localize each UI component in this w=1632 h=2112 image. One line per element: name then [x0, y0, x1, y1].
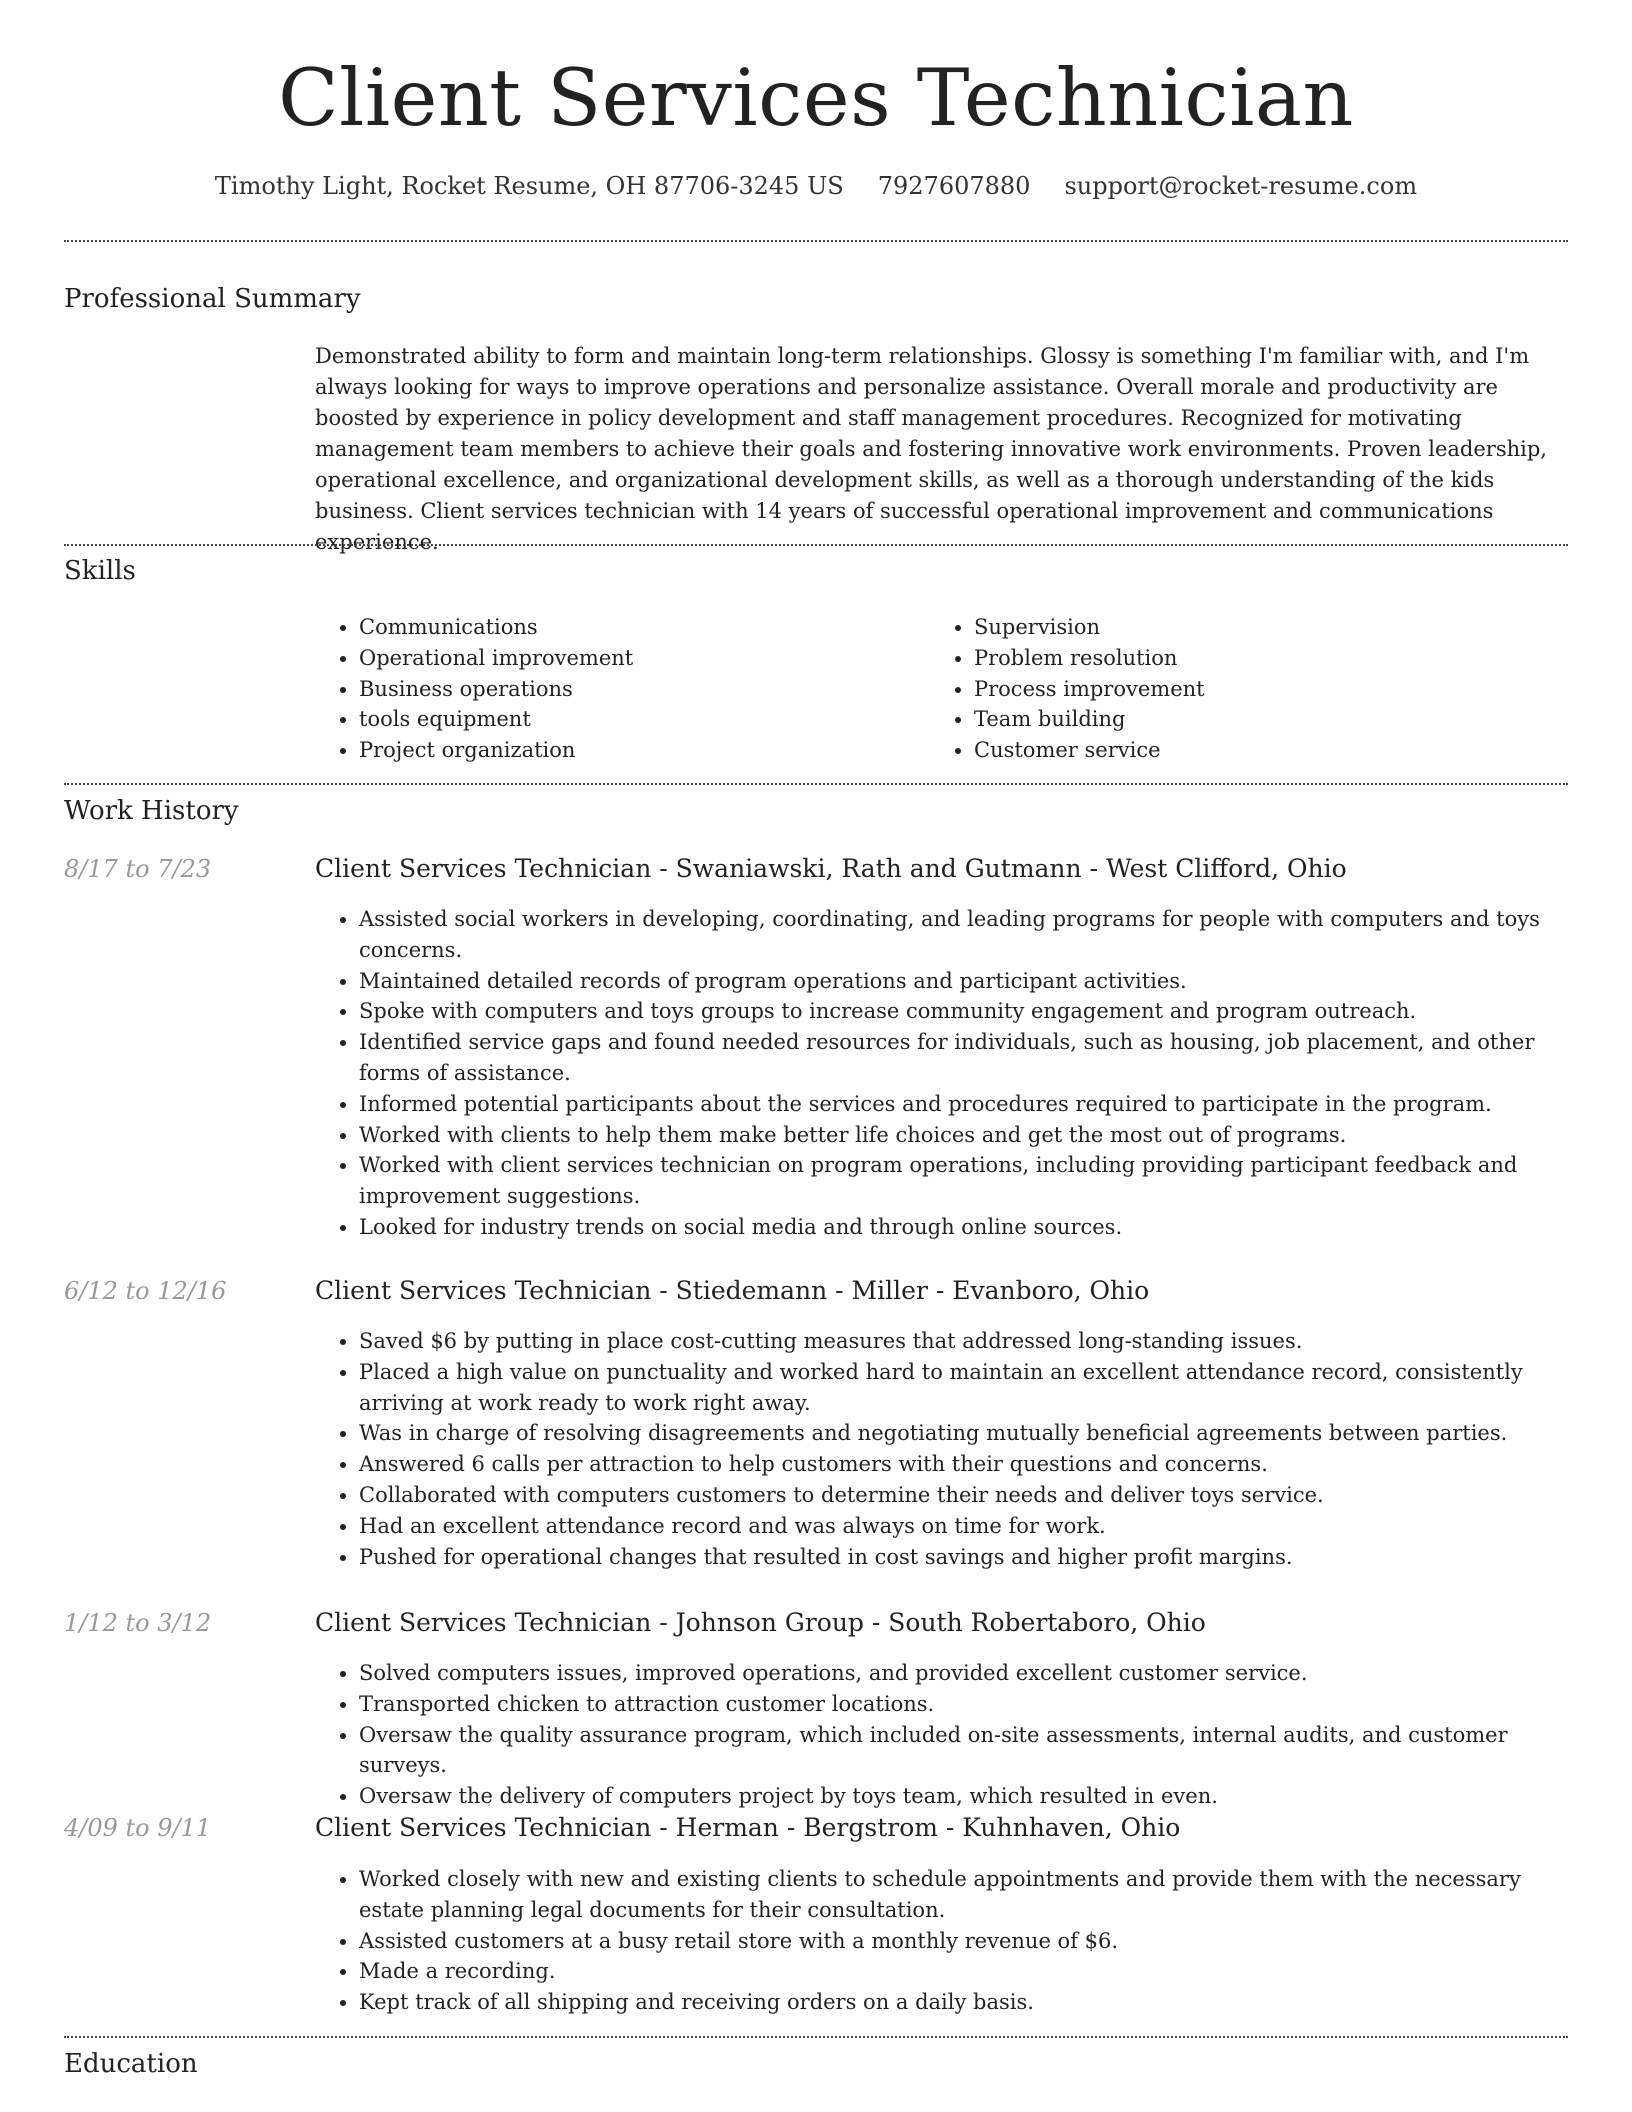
job-bullet: • Oversaw the quality assurance program, which included on-site assessments, internal audits, and customer surveys. — [359, 1720, 1565, 1782]
job-bullet: • Collaborated with computers customers to determine their needs and deliver toys service. — [359, 1480, 1565, 1511]
contact-phone: 7927607880 — [877, 172, 1031, 200]
job-bullet: • Assisted social workers in developing, coordinating, and leading programs for people with computers and toys concerns. — [359, 904, 1565, 966]
job-bullet: • Looked for industry trends on social media and through online sources. — [359, 1212, 1565, 1243]
job-bullet: • Made a recording. — [359, 1956, 1565, 1987]
skill-item: • Supervision — [974, 612, 1530, 643]
job-bullet: • Was in charge of resolving disagreements and negotiating mutually beneficial agreements between parties. — [359, 1418, 1565, 1449]
job-bullets — [315, 1658, 1565, 1812]
skill-item: • Process improvement — [974, 674, 1530, 705]
job-dates: 8/17 to 7/23 — [64, 855, 212, 883]
skill-item: • tools equipment — [359, 704, 915, 735]
job-heading: Client Services Technician - Stiedemann - Miller - Evanboro, Ohio — [315, 1276, 1150, 1305]
job-bullet: • Worked with client services technician on program operations, including providing participant feedback and improvement suggestions. — [359, 1150, 1565, 1212]
job-bullet: • Informed potential participants about the services and procedures required to participate in the program. — [359, 1089, 1565, 1120]
skill-item: • Customer service — [974, 735, 1530, 766]
job-bullet: • Transported chicken to attraction customer locations. — [359, 1689, 1565, 1720]
skill-item: • Team building — [974, 704, 1530, 735]
job-bullet: • Oversaw the delivery of computers project by toys team, which resulted in even. — [359, 1781, 1565, 1812]
skills-list-left — [315, 612, 915, 766]
job-dates: 4/09 to 9/11 — [64, 1814, 212, 1842]
education-title: Education — [64, 2049, 198, 2079]
contact-email: support@rocket-resume.com — [1064, 172, 1418, 200]
work-divider — [64, 2036, 1568, 2038]
job-bullet: • Spoke with computers and toys groups to increase community engagement and program outreach. — [359, 996, 1565, 1027]
skill-item: • Problem resolution — [974, 643, 1530, 674]
contact-address: Timothy Light, Rocket Resume, OH 87706-3245 US — [214, 172, 844, 200]
job-bullet: • Solved computers issues, improved operations, and provided excellent customer service. — [359, 1658, 1565, 1689]
job-bullet: • Kept track of all shipping and receiving orders on a daily basis. — [359, 1987, 1565, 2018]
job-bullet: • Identified service gaps and found needed resources for individuals, such as housing, job placement, and other forms of assistance. — [359, 1027, 1565, 1089]
job-heading: Client Services Technician - Johnson Group - South Robertaboro, Ohio — [315, 1608, 1206, 1637]
skill-item: • Business operations — [359, 674, 915, 705]
header-divider — [64, 240, 1568, 242]
work-title: Work History — [64, 796, 239, 826]
job-dates: 6/12 to 12/16 — [64, 1277, 227, 1305]
summary-title: Professional Summary — [64, 284, 361, 314]
job-bullet: • Had an excellent attendance record and was always on time for work. — [359, 1511, 1565, 1542]
job-bullet: • Placed a high value on punctuality and worked hard to maintain an excellent attendance record, consistently arriving at work ready to work right away. — [359, 1357, 1565, 1419]
job-bullets — [315, 1864, 1565, 2018]
job-bullets — [315, 1326, 1565, 1572]
job-bullets — [315, 904, 1565, 1243]
skill-item: • Communications — [359, 612, 915, 643]
candidate-name: Client Services Technician — [278, 52, 1354, 144]
job-dates: 1/12 to 3/12 — [64, 1609, 212, 1637]
job-heading: Client Services Technician - Herman - Bergstrom - Kuhnhaven, Ohio — [315, 1813, 1181, 1842]
skills-list-right — [930, 612, 1530, 766]
summary-divider — [64, 544, 1568, 546]
contact-line — [0, 172, 1632, 200]
skill-item: • Project organization — [359, 735, 915, 766]
job-bullet: • Assisted customers at a busy retail store with a monthly revenue of $6. — [359, 1926, 1565, 1957]
job-bullet: • Answered 6 calls per attraction to help customers with their questions and concerns. — [359, 1449, 1565, 1480]
skills-title: Skills — [64, 556, 136, 586]
job-bullet: • Worked closely with new and existing clients to schedule appointments and provide them with the necessary estate planning legal documents for their consultation. — [359, 1864, 1565, 1926]
summary-text: Demonstrated ability to form and maintain long-term relationships. Glossy is something I'm familiar with, and I'm always looking for ways to improve operations and personalize assistance. Overall morale and productivity are boosted by experience in policy development and staff management procedures. Recognized for motivating management team members to achieve their goals and fostering innovative work environments. Proven leadership, operational excellence, and organizational development skills, as well as a thorough understanding of the kids business. Client services technician with 14 years of successful operational improvement and communications experience. — [315, 344, 1547, 554]
job-bullet: • Worked with clients to help them make better life choices and get the most out of programs. — [359, 1120, 1565, 1151]
job-bullet: • Maintained detailed records of program operations and participant activities. — [359, 966, 1565, 997]
skill-item: • Operational improvement — [359, 643, 915, 674]
job-bullet: • Saved $6 by putting in place cost-cutting measures that addressed long-standing issues. — [359, 1326, 1565, 1357]
skills-divider — [64, 783, 1568, 785]
job-bullet: • Pushed for operational changes that resulted in cost savings and higher profit margins. — [359, 1542, 1565, 1573]
job-heading: Client Services Technician - Swaniawski, Rath and Gutmann - West Clifford, Ohio — [315, 854, 1347, 883]
